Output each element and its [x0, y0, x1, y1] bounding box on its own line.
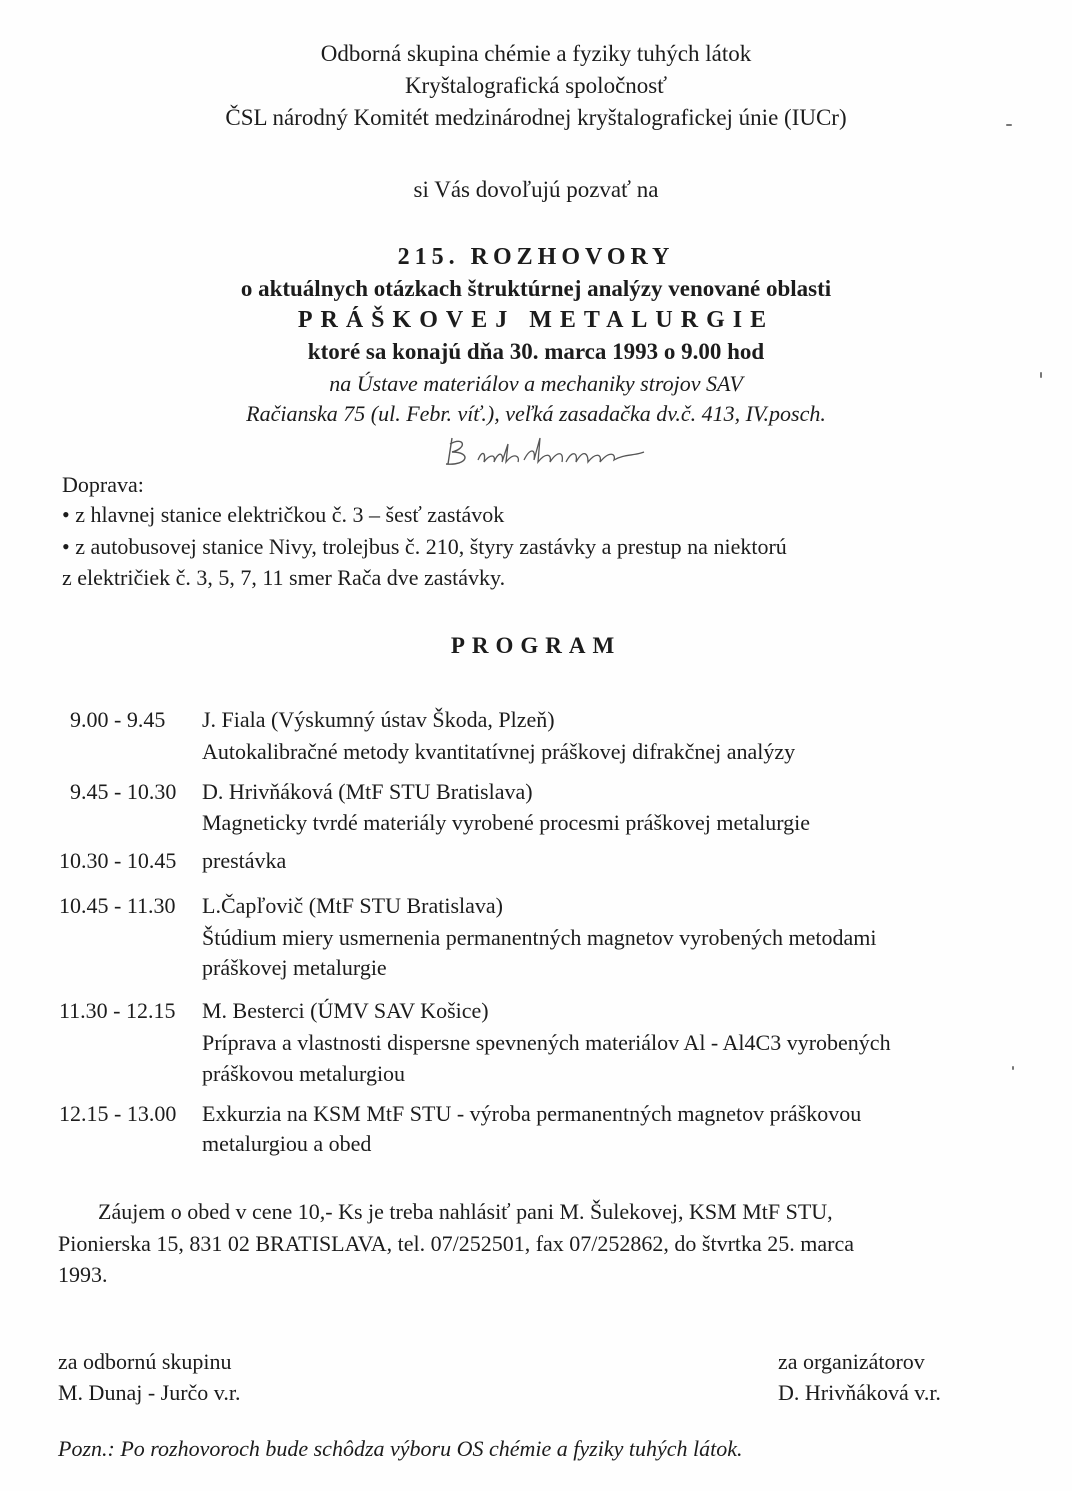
program-speaker: D. Hrivňáková (MtF STU Bratislava)	[202, 779, 533, 804]
signature-left-role: za odbornú skupinu	[58, 1349, 232, 1374]
event-theme: PRÁŠKOVEJ METALURGIE	[297, 307, 775, 333]
signature-right-role: za organizátorov	[778, 1349, 925, 1374]
program-topic: metalurgiou a obed	[202, 1131, 372, 1156]
event-title: 215. ROZHOVORY	[397, 244, 675, 270]
program-time: 12.15 - 13.00	[59, 1101, 177, 1126]
program-topic: Autokalibračné metody kvantitatívnej práškovej difrakčnej analýzy	[202, 739, 796, 764]
footnote-label: Pozn.:	[58, 1436, 115, 1461]
handwritten-note-image	[438, 430, 678, 470]
org-line-3: ČSL národný Komitét medzinárodnej kryštalografickej únie (IUCr)	[225, 105, 847, 130]
signature-right-name: D. Hrivňáková v.r.	[778, 1380, 941, 1405]
org-line-1: Odborná skupina chémie a fyziky tuhých látok	[320, 41, 752, 66]
venue-line-2: Račianska 75 (ul. Febr. víť.), veľká zasadačka dv.č. 413, IV.posch.	[246, 401, 826, 426]
program-topic: Štúdium miery usmernenia permanentných magnetov vyrobených metodami	[202, 925, 877, 950]
signature-left-name: M. Dunaj - Jurčo v.r.	[58, 1380, 241, 1405]
event-date: ktoré sa konajú dňa 30. marca 1993 o 9.00 hod	[307, 339, 765, 364]
bullet-icon: •	[62, 502, 70, 527]
transport-item-1	[62, 502, 504, 528]
program-speaker: prestávka	[202, 848, 287, 873]
transport-item-1-text: z hlavnej stanice električkou č. 3 – šesť zastávok	[75, 502, 505, 527]
scan-speck	[1012, 1066, 1014, 1070]
invite-line: si Vás dovoľujú pozvať na	[413, 177, 659, 202]
transport-item-2-cont: z električiek č. 3, 5, 7, 11 smer Rača dve zastávky.	[62, 565, 506, 590]
program-topic: práškovej metalurgie	[202, 955, 387, 980]
program-time: 10.45 - 11.30	[59, 893, 176, 918]
program-speaker: L.Čapľovič (MtF STU Bratislava)	[202, 893, 504, 918]
program-speaker: M. Besterci (ÚMV SAV Košice)	[202, 998, 489, 1023]
scan-speck	[1006, 124, 1012, 126]
program-heading: PROGRAM	[450, 633, 622, 658]
lunch-line-3: 1993.	[58, 1262, 108, 1287]
program-speaker: Exkurzia na KSM MtF STU - výroba permanentných magnetov práškovou	[202, 1101, 862, 1126]
bullet-icon: •	[62, 534, 70, 559]
footnote-text: Po rozhovoroch bude schôdza výboru OS chémie a fyziky tuhých látok.	[120, 1436, 743, 1461]
transport-heading: Doprava:	[62, 472, 144, 497]
footnote	[58, 1436, 742, 1462]
org-line-2: Kryštalografická spoločnosť	[404, 73, 668, 98]
program-topic: Príprava a vlastnosti dispersne spevnených materiálov Al - Al4C3 vyrobených	[202, 1030, 891, 1055]
transport-item-2-text: z autobusovej stanice Nivy, trolejbus č. 210, štyry zastávky a prestup na niektorú	[75, 534, 787, 559]
program-topic: práškovou metalurgiou	[202, 1061, 406, 1086]
program-time: 11.30 - 12.15	[59, 998, 176, 1023]
transport-item-2	[62, 534, 787, 560]
program-topic: Magneticky tvrdé materiály vyrobené procesmi práškovej metalurgie	[202, 810, 811, 835]
event-subtitle: o aktuálnych otázkach štruktúrnej analýzy venované oblasti	[240, 276, 832, 301]
lunch-line-2: Pionierska 15, 831 02 BRATISLAVA, tel. 07/252501, fax 07/252862, do štvrtka 25. marca	[58, 1231, 855, 1256]
program-speaker: J. Fiala (Výskumný ústav Škoda, Plzeň)	[202, 707, 555, 732]
lunch-line-1: Záujem o obed v cene 10,- Ks je treba nahlásiť pani M. Šulekovej, KSM MtF STU,	[98, 1199, 833, 1224]
program-time: 10.30 - 10.45	[59, 848, 177, 873]
scan-speck	[1040, 372, 1042, 378]
program-time: 9.45 - 10.30	[70, 779, 177, 804]
venue-line-1: na Ústave materiálov a mechaniky strojov SAV	[329, 371, 743, 396]
program-time: 9.00 - 9.45	[70, 707, 166, 732]
